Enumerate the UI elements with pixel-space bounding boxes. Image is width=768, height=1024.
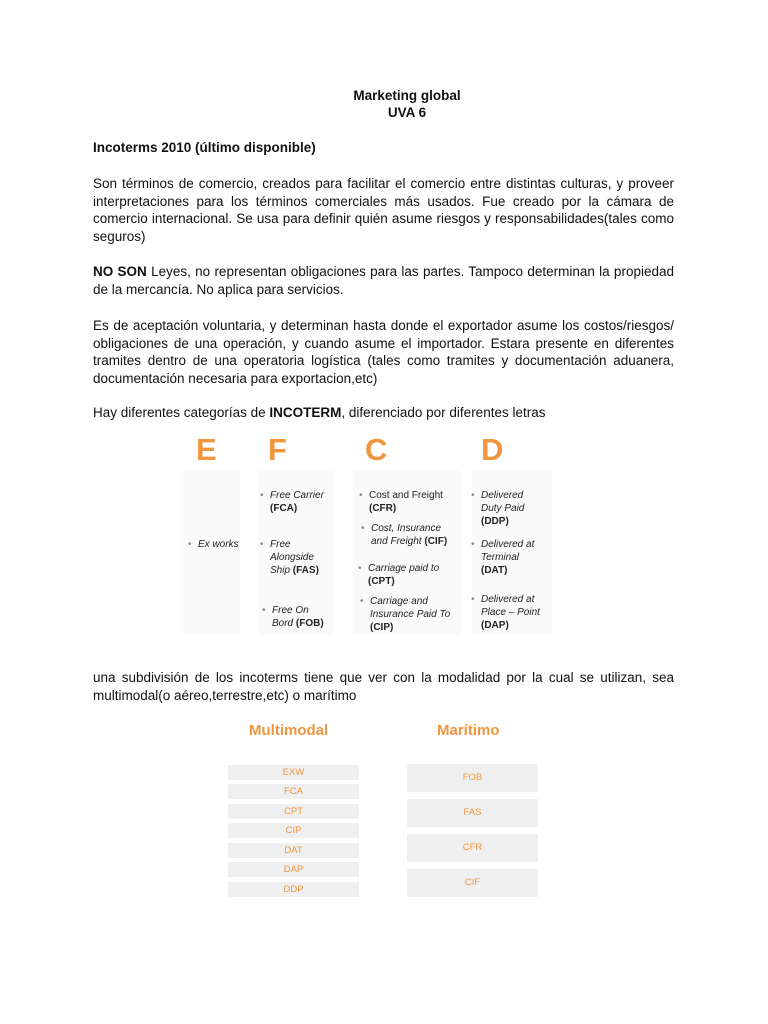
paragraph-voluntary: Es de aceptación voluntaria, y determinan hasta donde el exportador asume los costos/riesgos/ obligaciones de una operación, y cuando asume el importador. Estara presente en diferentes tramites dentro de una operatoria logística (tales como tramites y documentación aduanera, documentación necesaria para exportacion,etc)	[93, 318, 674, 386]
bullet-icon: •	[260, 490, 264, 501]
bullet-icon: •	[471, 594, 475, 605]
multimodal-item: FCA	[228, 784, 359, 799]
term-fca: • Free Carrier (FCA)	[260, 490, 324, 514]
paragraph-no-son	[93, 263, 674, 298]
term-cip: • Carriage and Insurance Paid To (CIP)	[360, 596, 451, 633]
term-fas: • Free Alongside Ship (FAS)	[260, 539, 319, 576]
term-cpt: • Carriage paid to (CPT)	[358, 563, 440, 587]
letter-d: D	[481, 432, 504, 467]
paragraph-categories	[93, 404, 674, 422]
bullet-icon: •	[358, 563, 362, 574]
term-cfr: • Cost and Freight (CFR)	[359, 490, 443, 514]
paragraph-subdivision: una subdivisión de los incoterms tiene que ver con la modalidad por la cual se utilizan, sea multimodal(o aéreo,terrestre,etc) o marítimo	[93, 670, 674, 703]
multimodal-item: DAT	[228, 843, 359, 858]
bullet-icon: •	[188, 539, 192, 550]
no-son-text: Leyes, no representan obligaciones para las partes. Tampoco determinan la propiedad de la mercancía. No aplica para servicios.	[93, 264, 674, 297]
term-cif: • Cost, Insurance and Freight (CIF)	[361, 523, 448, 547]
multimodal-item: CIP	[228, 823, 359, 838]
document-subtitle: UVA 6	[387, 105, 427, 120]
letter-f: F	[268, 432, 287, 467]
maritimo-item: FOB	[407, 764, 538, 792]
term-dap: • Delivered at Place – Point (DAP)	[471, 594, 540, 631]
letter-c: C	[365, 432, 388, 467]
bullet-icon: •	[360, 596, 364, 607]
bullet-icon: •	[471, 490, 475, 501]
maritimo-item: CFR	[407, 834, 538, 862]
maritimo-title: Marítimo	[437, 722, 500, 739]
multimodal-item: EXW	[228, 765, 359, 780]
maritimo-item: FAS	[407, 799, 538, 827]
multimodal-item: DAP	[228, 862, 359, 877]
categories-text-after: , diferenciado por diferentes letras	[341, 405, 546, 420]
categories-text-before: Hay diferentes categorías de	[93, 405, 270, 420]
bullet-icon: •	[262, 605, 266, 616]
bullet-icon: •	[359, 490, 363, 501]
column-bg-e	[183, 470, 240, 635]
section-heading: Incoterms 2010 (último disponible)	[93, 140, 316, 155]
no-son-bold: NO SON	[93, 264, 147, 279]
term-dat: • Delivered at Terminal (DAT)	[471, 539, 535, 576]
bullet-icon: •	[361, 523, 365, 534]
bullet-icon: •	[260, 539, 264, 550]
multimodal-title: Multimodal	[249, 722, 329, 739]
multimodal-item: CPT	[228, 804, 359, 819]
maritimo-item: CIF	[407, 869, 538, 897]
term-exw: • Ex works	[188, 539, 239, 550]
letter-e: E	[196, 432, 217, 467]
bullet-icon: •	[471, 539, 475, 550]
document-title: Marketing global	[353, 88, 461, 103]
multimodal-item: DDP	[228, 882, 359, 897]
paragraph-definition: Son términos de comercio, creados para facilitar el comercio entre distintas culturas, y proveer interpretaciones para los términos comerciales más usados. Fue creado por la cámara de comercio internacional. Se usa para definir quién asume riesgos y responsabilidades(tales como seguros)	[93, 176, 674, 244]
term-ddp: • Delivered Duty Paid (DDP)	[471, 490, 525, 527]
incoterm-bold: INCOTERM	[269, 405, 342, 420]
term-fob: • Free On Bord (FOB)	[262, 605, 324, 629]
